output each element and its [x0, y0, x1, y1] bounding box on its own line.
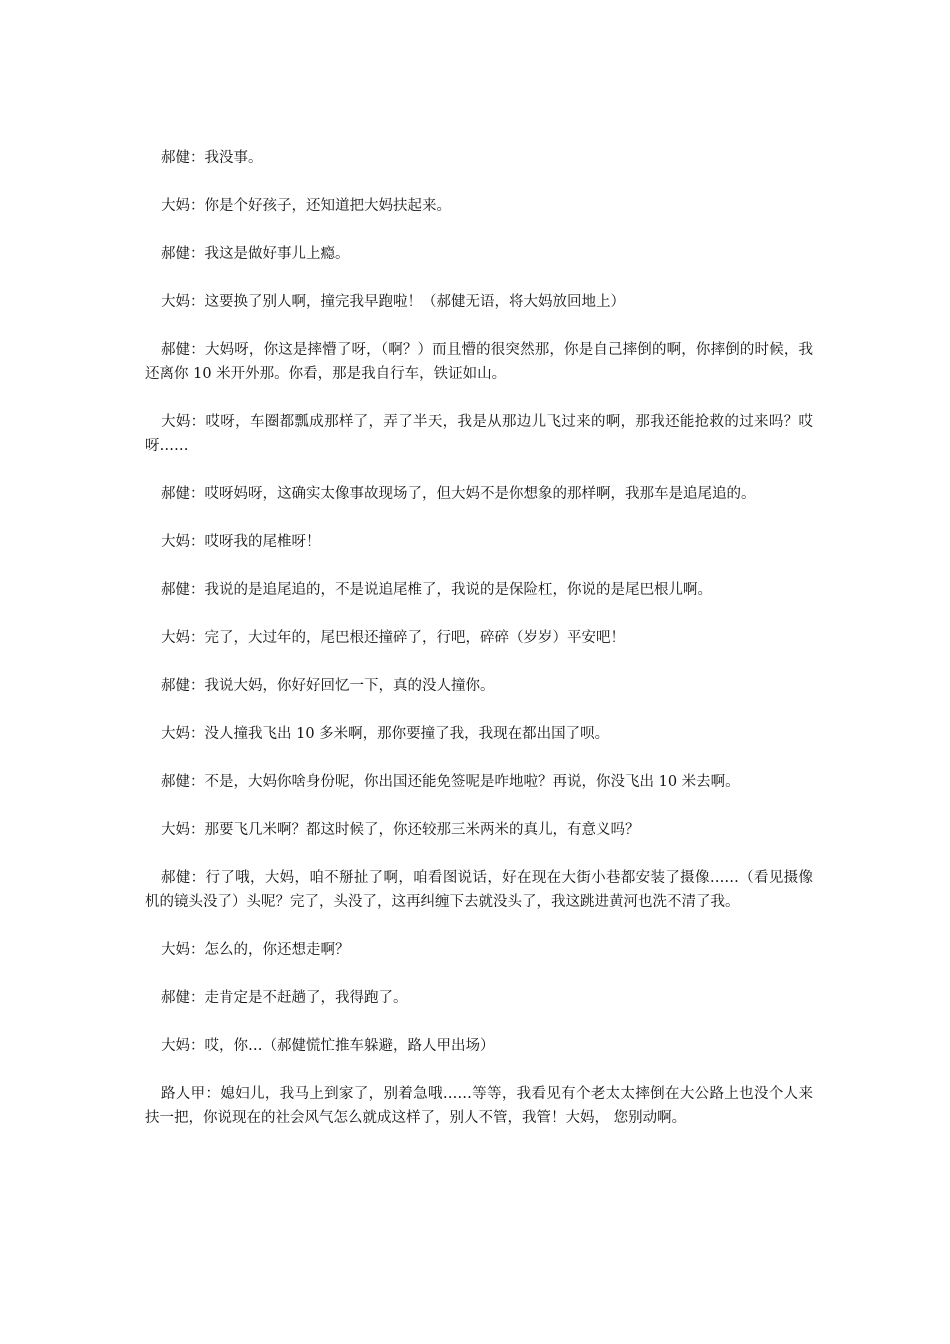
script-body: [145, 146, 813, 1154]
dialogue-line: 大妈：哎，你…（郝健慌忙推车躲避，路人甲出场）: [161, 1038, 495, 1054]
dialogue-line: 大妈：那要飞几米啊？都这时候了，你还较那三米两米的真儿，有意义吗？: [161, 822, 640, 838]
dialogue-line: 郝健：行了哦，大妈，咱不掰扯了啊，咱看图说话，好在现在大街小巷都安装了摄像……（看见摄像机的镜头没了）头呢？完了，头没了，这再纠缠下去就没头了，我这跳进黄河也洗不清了我。: [145, 870, 813, 910]
dialogue-line: 郝健：大妈呀，你这是摔懵了呀，（啊？）而且懵的很突然那，你是自己摔倒的啊，你摔倒的时候，我还离你 10 米开外那。你看，那是我自行车，铁证如山。: [145, 342, 813, 382]
dialogue-line: 大妈：你是个好孩子，还知道把大妈扶起来。: [161, 198, 451, 214]
dialogue-line: 郝健：我这是做好事儿上瘾。: [161, 246, 350, 262]
dialogue-line: 郝健：不是，大妈你啥身份呢，你出国还能免签呢是咋地啦？再说，你没飞出 10 米去啊。: [161, 774, 740, 790]
dialogue-line: 大妈：这要换了别人啊，撞完我早跑啦！（郝健无语，将大妈放回地上）: [161, 294, 625, 310]
dialogue-line: 郝健：我说的是追尾追的，不是说追尾椎了，我说的是保险杠，你说的是尾巴根儿啊。: [161, 582, 712, 598]
dialogue-line: 大妈：哎呀我的尾椎呀！: [161, 534, 321, 550]
dialogue-line: 大妈：没人撞我飞出 10 多米啊，那你要撞了我，我现在都出国了呗。: [161, 726, 610, 742]
dialogue-line: 大妈：怎么的，你还想走啊？: [161, 942, 350, 958]
dialogue-line: 郝健：走肯定是不赶趟了，我得跑了。: [161, 990, 408, 1006]
dialogue-line: 路人甲：媳妇儿，我马上到家了，别着急哦……等等，我看见有个老太太摔倒在大公路上也没个人来扶一把，你说现在的社会风气怎么就成这样了，别人不管，我管！大妈， 您别动啊。: [145, 1086, 813, 1126]
dialogue-line: 大妈：哎呀，车圈都瓢成那样了，弄了半天，我是从那边儿飞过来的啊，那我还能抢救的过来吗？哎呀……: [145, 414, 813, 454]
dialogue-line: 大妈：完了，大过年的，尾巴根还撞碎了，行吧，碎碎（岁岁）平安吧！: [161, 630, 625, 646]
dialogue-line: 郝健：哎呀妈呀，这确实太像事故现场了，但大妈不是你想象的那样啊，我那车是追尾追的。: [161, 486, 756, 502]
dialogue-line: 郝健：我说大妈，你好好回忆一下，真的没人撞你。: [161, 678, 495, 694]
dialogue-line: 郝健：我没事。: [161, 150, 263, 166]
